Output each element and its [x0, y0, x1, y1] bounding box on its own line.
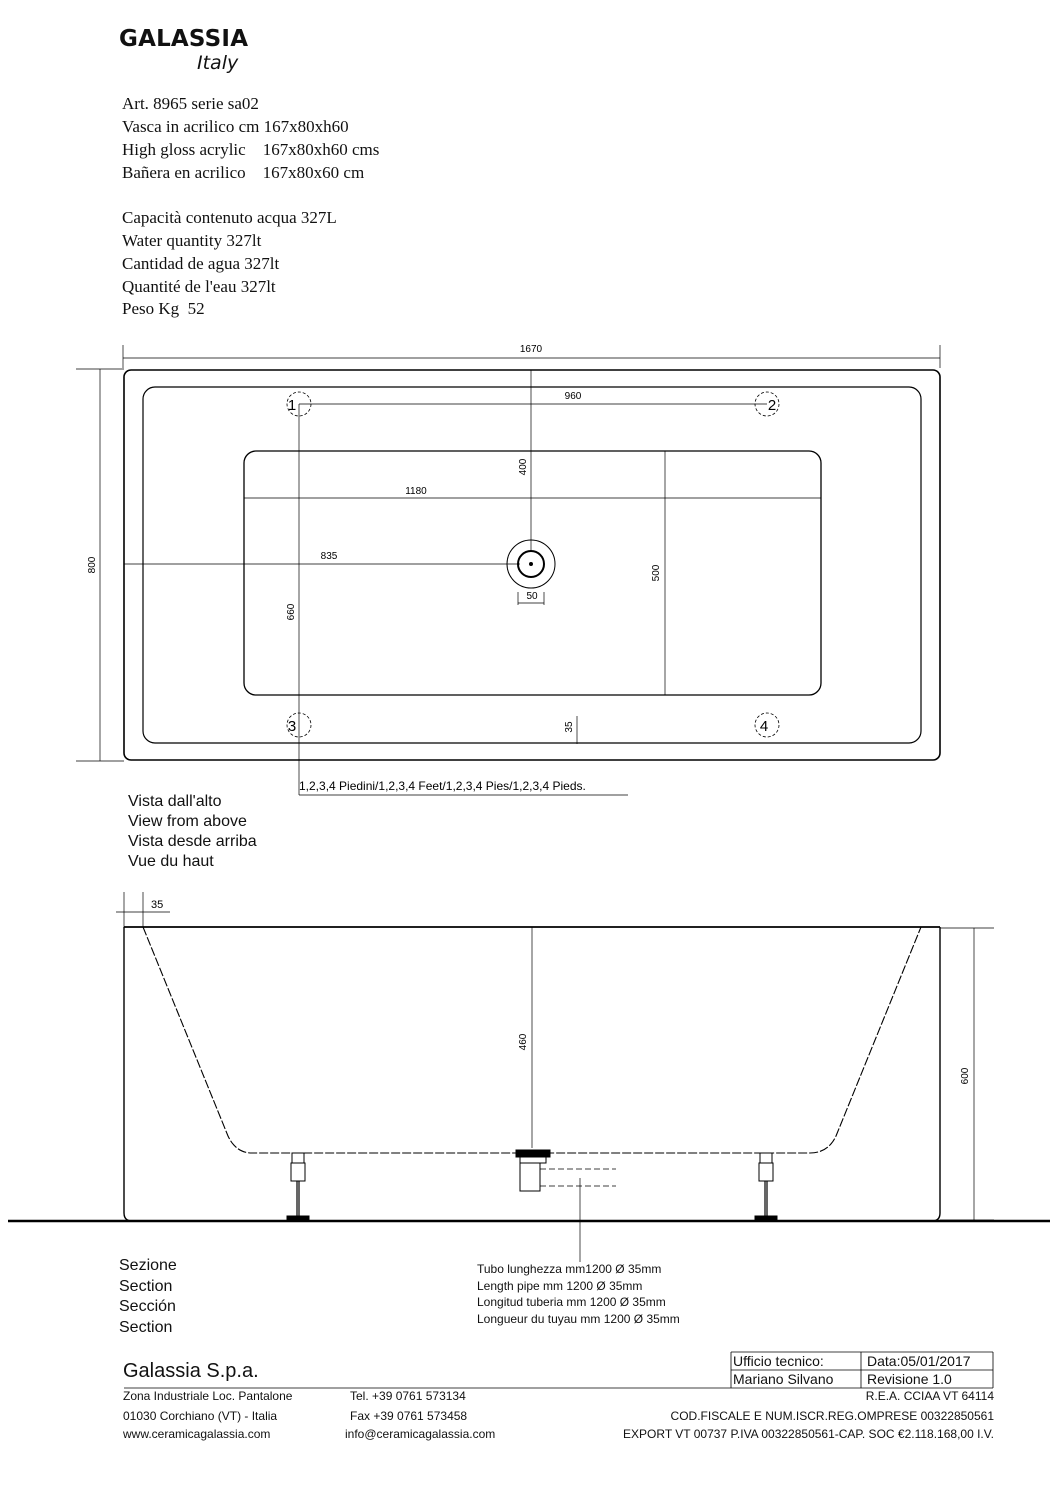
dim-600: 600	[960, 1067, 971, 1085]
caption-section: Section	[119, 1319, 173, 1336]
office-label: Ufficio tecnico:	[733, 1353, 824, 1369]
website-link[interactable]: www.ceramicagalassia.com	[123, 1427, 271, 1441]
section-foot-right	[755, 1153, 777, 1221]
phone: Tel. +39 0761 573134	[350, 1389, 466, 1403]
caption-top-view: Vista dall'alto	[128, 793, 222, 810]
dim-1670: 1670	[519, 344, 543, 355]
caption-section: Section	[119, 1278, 173, 1295]
address-line: 01030 Corchiano (VT) - Italia	[123, 1409, 278, 1423]
dim-835: 835	[320, 551, 338, 562]
spec-weight: Peso Kg 52	[122, 299, 205, 318]
spec-capacity: Capacità contenuto acqua 327L	[122, 208, 337, 227]
drawing-date: Data:05/01/2017	[867, 1353, 971, 1369]
author-name: Mariano Silvano	[733, 1371, 834, 1387]
address-line: Zona Industriale Loc. Pantalone	[123, 1389, 293, 1403]
section-foot-left	[287, 1153, 309, 1221]
dim-1180: 1180	[405, 486, 427, 497]
revision: Revisione 1.0	[867, 1371, 952, 1387]
caption-section: Sezione	[119, 1257, 177, 1274]
dim-35: 35	[564, 721, 575, 733]
spec-line: Water quantity 327lt	[122, 231, 262, 250]
dim-400: 400	[518, 458, 529, 476]
section-drain-trap	[516, 1150, 616, 1262]
dim-50: 50	[526, 591, 538, 602]
fax: Fax +39 0761 573458	[350, 1409, 468, 1423]
section-view	[8, 892, 1050, 1262]
feet-note: 1,2,3,4 Piedini/1,2,3,4 Feet/1,2,3,4 Pies/1,2,3,4 Pieds.	[299, 779, 586, 793]
rea-number: R.E.A. CCIAA VT 64114	[865, 1389, 994, 1403]
spec-line: Cantidad de agua 327lt	[122, 254, 280, 273]
top-view	[76, 345, 940, 795]
caption-top-view: Vue du haut	[128, 853, 214, 870]
company-name: Galassia S.p.a.	[123, 1360, 259, 1382]
caption-section: Sección	[119, 1298, 176, 1315]
top-view-labels	[87, 344, 776, 793]
brand-subtitle: Italy	[197, 52, 239, 74]
dim-460: 460	[518, 1033, 529, 1051]
spec-line: High gloss acrylic 167x80xh60 cms	[122, 140, 380, 159]
dim-800: 800	[87, 556, 98, 574]
foot-label-4: 4	[759, 718, 769, 735]
dim-rim-35: 35	[151, 899, 164, 911]
export-info: EXPORT VT 00737 P.IVA 00322850561-CAP. SOC €2.118.168,00 I.V.	[623, 1427, 994, 1441]
caption-top-view: View from above	[128, 813, 247, 830]
pipe-note: Tubo lunghezza mm1200 Ø 35mm	[477, 1262, 662, 1276]
foot-label-3: 3	[287, 718, 297, 735]
foot-label-1: 1	[287, 397, 297, 414]
spec-article: Art. 8965 serie sa02	[122, 94, 259, 113]
fiscal-code: COD.FISCALE E NUM.ISCR.REG.OMPRESE 00322850561	[670, 1409, 994, 1423]
dim-960: 960	[564, 391, 582, 402]
pipe-note: Length pipe mm 1200 Ø 35mm	[477, 1279, 643, 1293]
caption-top-view: Vista desde arriba	[128, 833, 257, 850]
brand-logo: GALASSIA	[119, 26, 249, 52]
pipe-note: Longueur du tuyau mm 1200 Ø 35mm	[477, 1312, 680, 1326]
pipe-note: Longitud tuberia mm 1200 Ø 35mm	[477, 1295, 666, 1309]
spec-line: Quantité de l'eau 327lt	[122, 277, 276, 296]
email-link[interactable]: info@ceramicagalassia.com	[345, 1427, 496, 1441]
spec-line: Vasca in acrilico cm 167x80xh60	[122, 117, 349, 136]
dim-660: 660	[286, 603, 297, 621]
tub-basin-floor	[244, 451, 821, 695]
foot-label-2: 2	[767, 397, 777, 414]
spec-line: Bañera en acrilico 167x80x60 cm	[122, 163, 365, 182]
dim-500: 500	[651, 564, 662, 582]
